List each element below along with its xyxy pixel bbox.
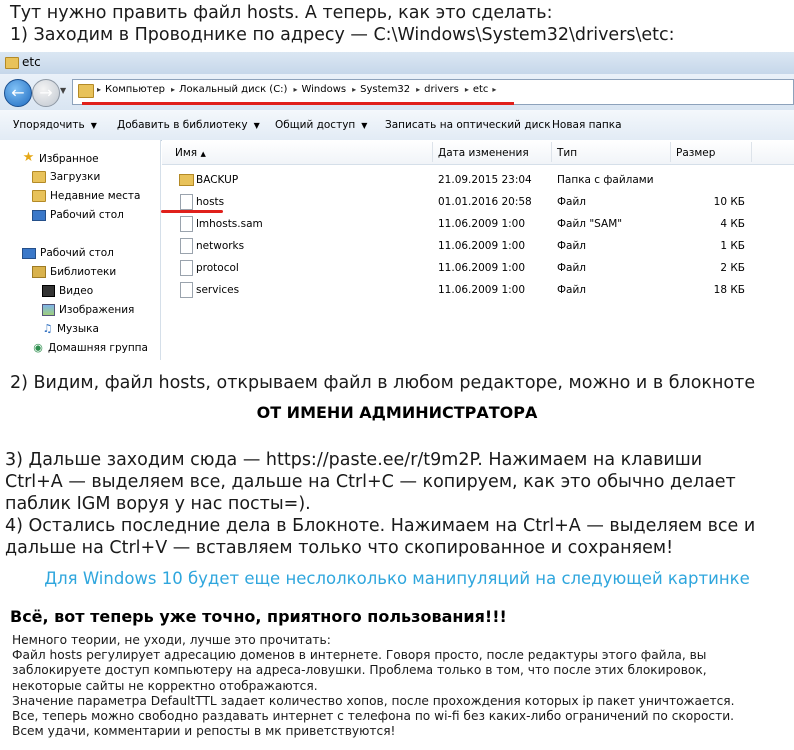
theory-text [12,633,734,739]
steps-line-4: 4) Остались последние дела в Блокноте. Нажимаем на Ctrl+A — выделяем все и [5,516,756,536]
sidebar-item-favorites[interactable]: ★ Избранное [22,150,99,165]
music-icon: ♫ [42,322,53,335]
theory-line-4: некоторые сайты не корректно отображаются. [12,678,318,693]
file-row-backup[interactable]: BACKUP 21.09.2015 23:04 Папка с файлами [162,169,794,191]
column-size[interactable]: Размер [676,147,716,159]
theory-line-3: заблокируете доступ компьютеру на адреса-ловушки. Проблема только в том, что после этих блокировок, [12,663,707,678]
command-toolbar [0,110,794,141]
star-icon: ★ [22,150,35,165]
desktop-icon [32,210,46,221]
theory-line-7: Всем удачи, комментарии и репосты в мк приветствуются! [12,724,396,739]
downloads-icon [32,171,46,183]
homegroup-icon: ◉ [33,341,43,354]
add-to-library-button[interactable]: Добавить в библиотеку ▼ [117,119,260,131]
steps-3-4-text [5,449,755,559]
recent-places-icon [32,190,46,202]
intro-text [10,2,675,46]
folder-icon [5,57,19,69]
sidebar-item-libraries[interactable]: Библиотеки [32,266,116,278]
folder-icon [179,174,194,186]
breadcrumb-computer[interactable]: ▸ Компьютер [97,84,165,95]
intro-line-1: Тут нужно править файл hosts. А теперь, как это сделать: [10,3,553,23]
column-type[interactable]: Тип [557,147,578,159]
address-highlight-underline [82,102,514,105]
file-icon [180,260,193,276]
explorer-window [0,52,794,360]
library-icon [32,266,46,278]
file-icon [180,194,193,210]
sidebar-item-desktop[interactable]: Рабочий стол [22,247,114,259]
desktop-icon [22,248,36,259]
images-icon [42,304,55,316]
file-row-services[interactable]: services 11.06.2009 1:00 Файл 18 КБ [162,279,794,301]
chevron-down-icon: ▼ [253,120,260,130]
breadcrumb-windows[interactable]: ▸ Windows [293,84,347,95]
file-row-lmhosts[interactable]: lmhosts.sam 11.06.2009 1:00 Файл "SAM" 4 КБ [162,213,794,235]
breadcrumb-drivers[interactable]: ▸ drivers [416,84,459,95]
column-date[interactable]: Дата изменения [438,147,529,159]
done-heading: Всё, вот теперь уже точно, приятного пользования!!! [10,607,507,626]
column-name[interactable]: Имя ▲ [175,147,206,159]
window-title: etc [22,55,41,69]
chevron-down-icon: ▼ [361,120,368,130]
theory-line-1: Немного теории, не уходи, лучше это прочитать: [12,633,331,647]
file-icon [180,282,193,298]
breadcrumb-system32[interactable]: ▸ System32 [352,84,411,95]
windows10-note: Для Windows 10 будет еще неслолколько манипуляций на следующей картинке [44,569,750,588]
file-icon [180,216,193,232]
file-list [162,140,794,360]
chevron-down-icon: ▼ [90,120,97,130]
history-dropdown-icon[interactable]: ▼ [60,86,67,95]
theory-line-5: Значение параметра DefaultTTL задает количество хопов, после прохождения которых ip пакет уничтожается. [12,693,735,708]
breadcrumb-etc[interactable]: ▸ etc ▸ [464,84,497,95]
theory-line-2: Файл hosts регулирует адресацию доменов в интернете. Говоря просто, после редактуры этого файла, вы [12,648,707,663]
admin-heading: ОТ ИМЕНИ АДМИНИСТРАТОРА [256,403,538,422]
theory-line-6: Все, теперь можно свободно раздавать интернет с телефона по wi-fi без каких-либо ограничений по скорости. [12,709,735,724]
hosts-highlight-underline [161,210,223,213]
new-folder-button[interactable]: Новая папка [552,119,622,131]
organize-button[interactable]: Упорядочить ▼ [13,119,97,131]
steps-line-5: дальше на Ctrl+V — вставляем только что скопированное и сохраняем! [5,538,674,558]
forward-arrow-icon[interactable]: → [32,79,60,107]
column-header [162,140,794,165]
sidebar-item-images[interactable]: Изображения [42,304,134,316]
steps-line-2: Ctrl+A — выделяем все, дальше на Ctrl+C — копируем, как это обычно делает [5,472,736,492]
sidebar-item-desktop-fav[interactable]: Рабочий стол [32,209,124,221]
breadcrumb-local-disk[interactable]: ▸ Локальный диск (C:) [170,84,288,95]
sidebar-item-video[interactable]: Видео [42,285,93,297]
video-icon [42,285,55,297]
folder-icon [78,84,94,98]
file-row-protocol[interactable]: protocol 11.06.2009 1:00 Файл 2 КБ [162,257,794,279]
steps-line-3: паблик IGM воруя у нас посты=). [5,494,311,514]
file-row-networks[interactable]: networks 11.06.2009 1:00 Файл 1 КБ [162,235,794,257]
burn-disc-button[interactable]: Записать на оптический диск [385,119,551,131]
title-bar [0,52,794,75]
sidebar-item-recent[interactable]: Недавние места [32,190,140,202]
step-2-text: 2) Видим, файл hosts, открываем файл в любом редакторе, можно и в блокноте [10,373,756,393]
file-row-hosts[interactable]: hosts 01.01.2016 20:58 Файл 10 КБ [162,191,794,213]
file-icon [180,238,193,254]
sidebar-item-downloads[interactable]: Загрузки [32,171,100,183]
back-arrow-icon[interactable]: ← [4,79,32,107]
sidebar-item-homegroup[interactable]: ◉ Домашняя группа [33,341,148,354]
share-button[interactable]: Общий доступ ▼ [275,119,368,131]
breadcrumb [97,84,496,95]
sidebar-item-music[interactable]: ♫ Музыка [42,322,99,335]
navigation-pane [0,140,161,360]
intro-line-2: 1) Заходим в Проводнике по адресу — C:\Windows\System32\drivers\etc: [10,25,675,45]
steps-line-1: 3) Дальше заходим сюда — https://paste.ee/r/t9m2P. Нажимаем на клавиши [5,450,703,470]
